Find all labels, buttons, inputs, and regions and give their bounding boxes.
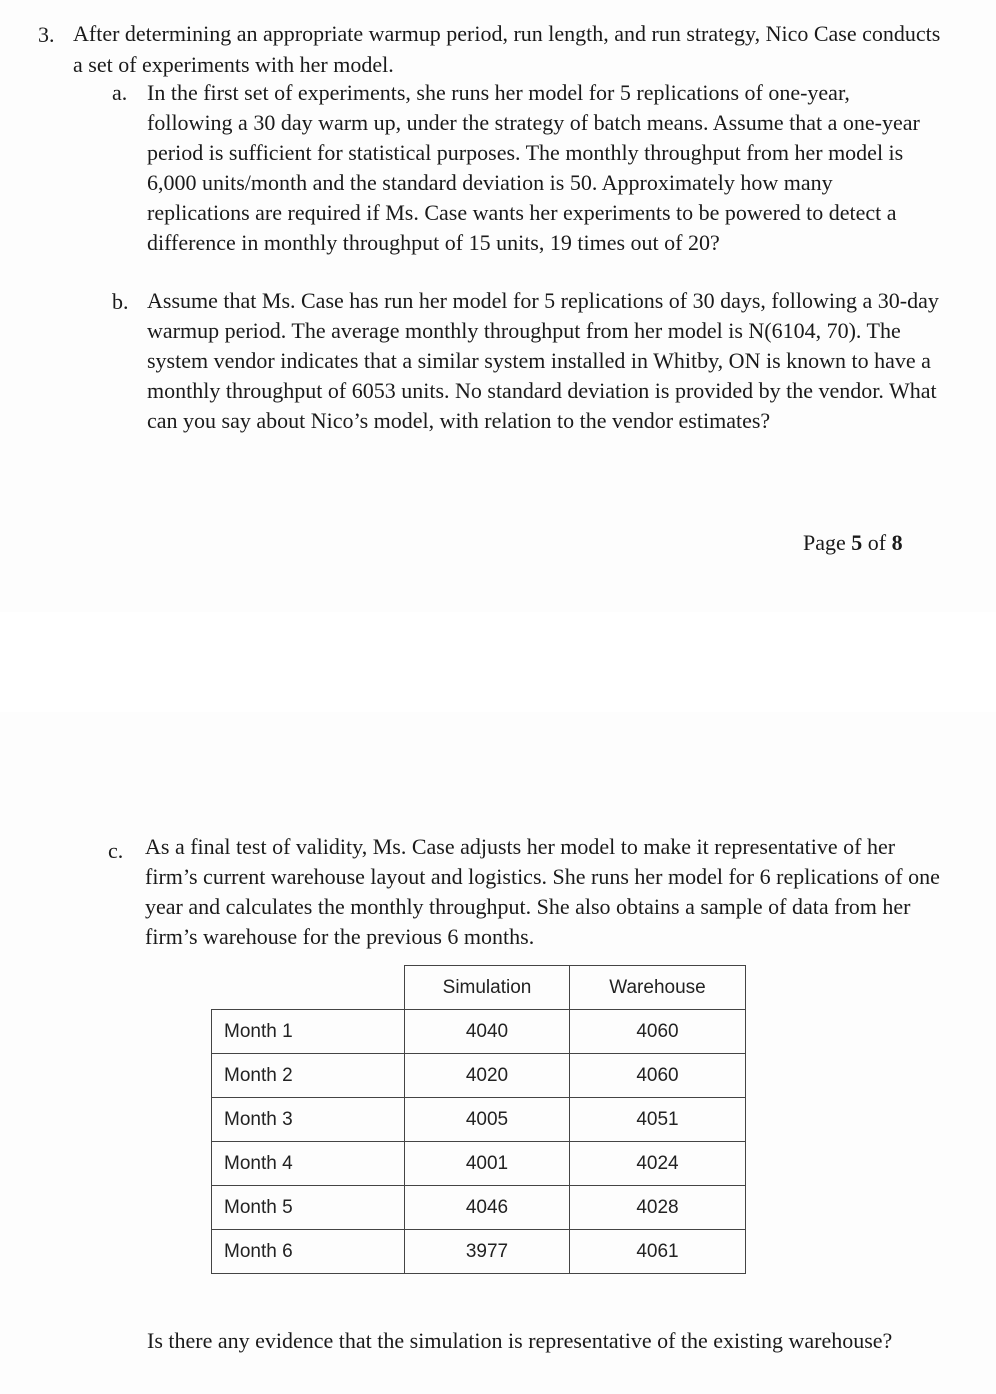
part-b-text: Assume that Ms. Case has run her model for 5 replications of 30 days, following a 30-day warmup period. The average monthly throughput from her model is N(6104, 70). The system vendor indicates that a similar system installed in Whitby, ON is known to have a monthly throughput of 6053 units. No standard deviation is provided by the vendor. What can you say about Nico’s model, with relation to the vendor estimates? [147, 288, 939, 433]
table-corner [212, 966, 405, 1010]
row-simulation: 4020 [405, 1054, 570, 1098]
table-row [212, 1142, 746, 1186]
question-intro: After determining an appropriate warmup period, run length, and run strategy, Nico Case conducts a set of experiments with her model. [73, 21, 941, 77]
row-simulation: 4001 [405, 1142, 570, 1186]
table-row [212, 1010, 746, 1054]
row-month: Month 2 [212, 1054, 405, 1098]
part-c-label: c. [108, 838, 124, 863]
row-simulation: 4040 [405, 1010, 570, 1054]
row-warehouse: 4060 [570, 1010, 746, 1054]
table-row [212, 1098, 746, 1142]
header-simulation: Simulation [405, 966, 570, 1010]
page-of: of [862, 530, 892, 555]
question-number: 3. [38, 22, 55, 47]
table-row [212, 1230, 746, 1274]
part-a-text: In the first set of experiments, she runs her model for 5 replications of one-year, following a 30 day warm up, under the strategy of batch means. Assume that a one-year period is sufficient for statistical purposes. The monthly throughput from her model is 6,000 units/month and the standard deviation is 50. Approximately how many replications are required if Ms. Case wants her experiments to be powered to detect a difference in monthly throughput of 15 units, 19 times out of 20? [147, 80, 920, 255]
row-simulation: 3977 [405, 1230, 570, 1274]
row-month: Month 1 [212, 1010, 405, 1054]
row-warehouse: 4051 [570, 1098, 746, 1142]
row-simulation: 4046 [405, 1186, 570, 1230]
row-month: Month 3 [212, 1098, 405, 1142]
table-header-row [212, 966, 746, 1010]
row-warehouse: 4028 [570, 1186, 746, 1230]
row-warehouse: 4060 [570, 1054, 746, 1098]
table-row [212, 1186, 746, 1230]
row-month: Month 6 [212, 1230, 405, 1274]
part-c-text: As a final test of validity, Ms. Case adjusts her model to make it representative of her firm’s current warehouse layout and logistics. She runs her model for 6 replications of one year and calculates the monthly throughput. She also obtains a sample of data from her firm’s warehouse for the previous 6 months. [145, 834, 940, 949]
page-number [803, 530, 903, 556]
page-current: 5 [851, 530, 863, 555]
part-a-label: a. [112, 80, 128, 105]
page-total: 8 [891, 530, 903, 555]
row-warehouse: 4061 [570, 1230, 746, 1274]
row-warehouse: 4024 [570, 1142, 746, 1186]
page-break [0, 612, 996, 712]
final-question: Is there any evidence that the simulation is representative of the existing warehouse? [147, 1328, 893, 1353]
row-month: Month 4 [212, 1142, 405, 1186]
throughput-table [211, 965, 746, 1274]
table-row [212, 1054, 746, 1098]
row-month: Month 5 [212, 1186, 405, 1230]
header-warehouse: Warehouse [570, 966, 746, 1010]
part-b-label: b. [112, 289, 129, 314]
page-prefix: Page [803, 530, 852, 555]
row-simulation: 4005 [405, 1098, 570, 1142]
